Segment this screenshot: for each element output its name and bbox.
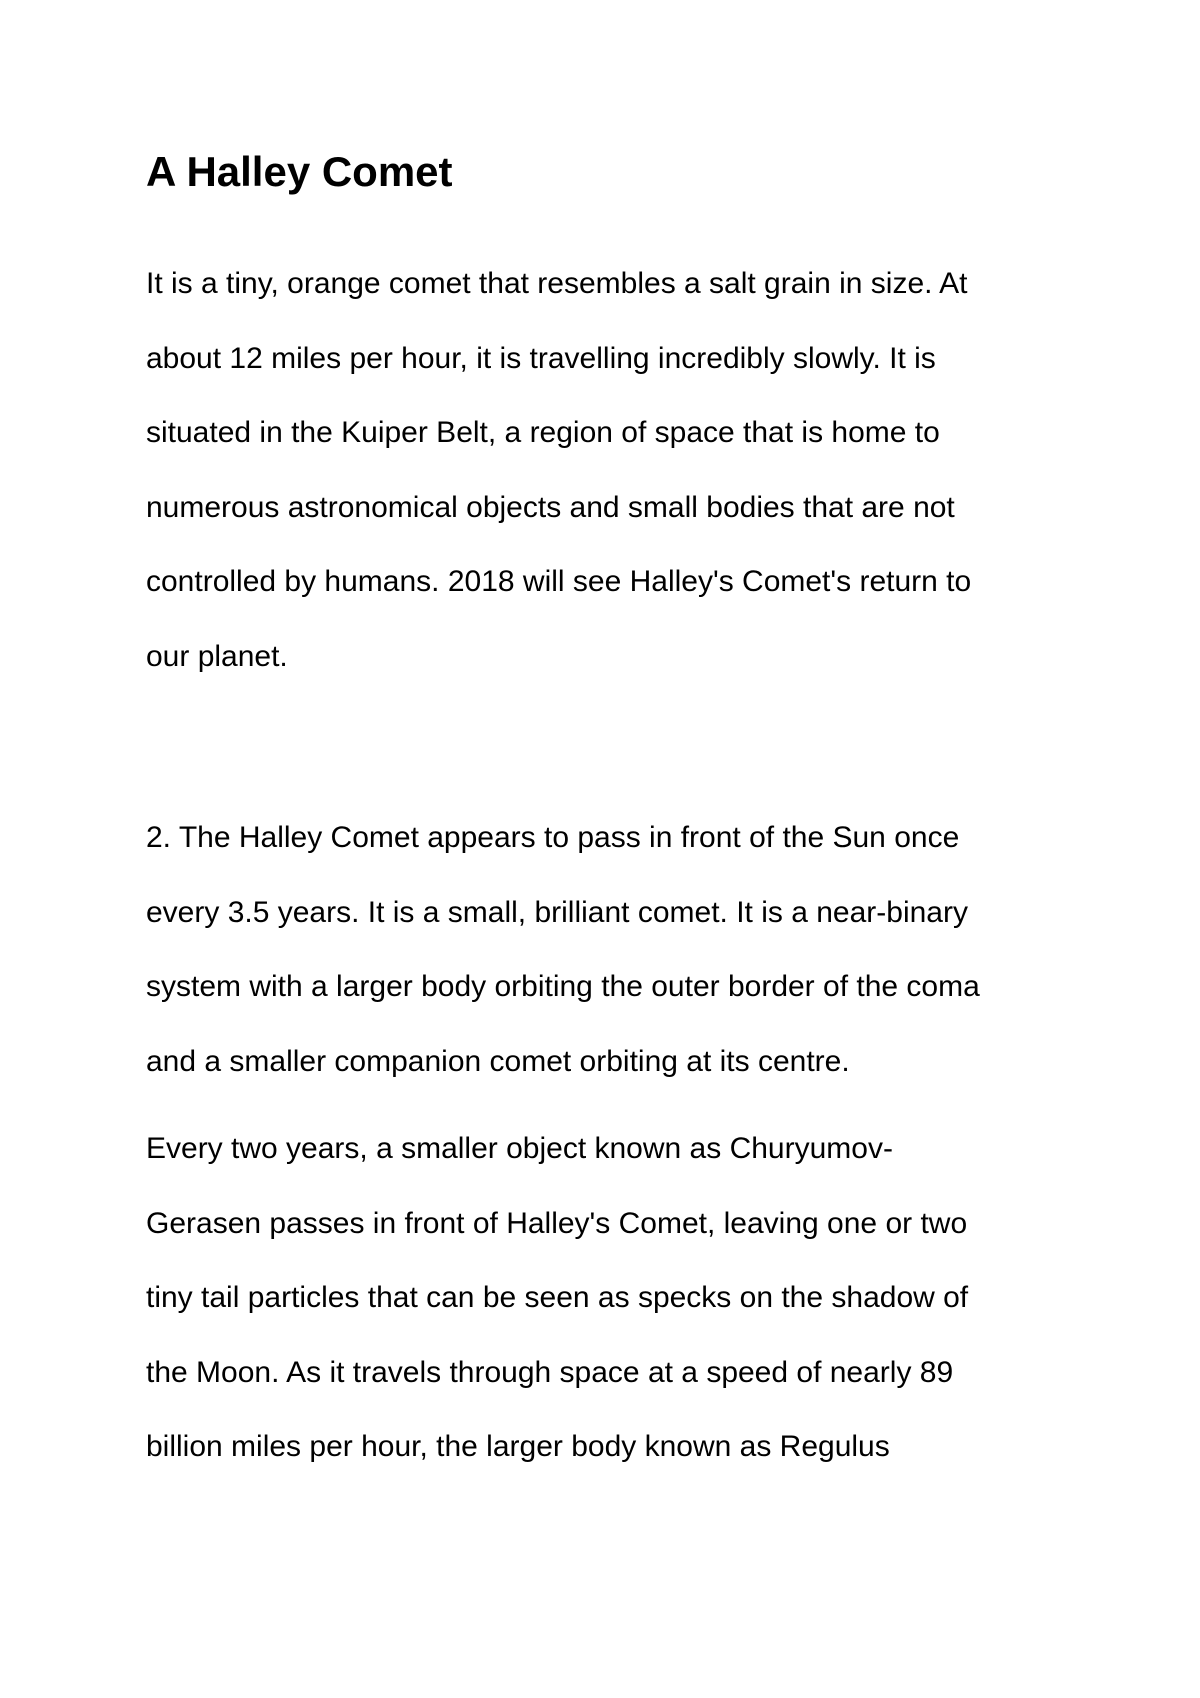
text-line: tiny tail particles that can be seen as specks on the shadow of [146, 1281, 969, 1314]
text-line: 2. The Halley Comet appears to pass in front of the Sun once [146, 821, 960, 854]
page-title: A Halley Comet [146, 148, 453, 195]
text-line: about 12 miles per hour, it is travelling incredibly slowly. It is [146, 341, 936, 375]
paragraph-3 [146, 1112, 968, 1485]
text-line: controlled by humans. 2018 will see Halley's Comet's return to [146, 565, 972, 598]
text-line: situated in the Kuiper Belt, a region of space that is home to [146, 416, 940, 449]
text-line: our planet. [146, 639, 288, 673]
text-line: every 3.5 years. It is a small, brilliant comet. It is a near-binary [146, 895, 968, 929]
text-line: and a smaller companion comet orbiting at its centre. [146, 1044, 850, 1078]
paragraph-1 [146, 247, 971, 694]
text-line: Every two years, a smaller object known as Churyumov- [146, 1132, 893, 1165]
text-line: system with a larger body orbiting the outer border of the coma [146, 970, 980, 1003]
text-line: the Moon. As it travels through space at a speed of nearly 89 [146, 1355, 954, 1389]
text-line: It is a tiny, orange comet that resembles a salt grain in size. At [146, 267, 968, 300]
text-line: billion miles per hour, the larger body known as Regulus [146, 1430, 890, 1463]
text-line: Gerasen passes in front of Halley's Comet, leaving one or two [146, 1206, 968, 1240]
paragraph-2 [146, 801, 980, 1099]
text-line: numerous astronomical objects and small bodies that are not [146, 490, 955, 524]
